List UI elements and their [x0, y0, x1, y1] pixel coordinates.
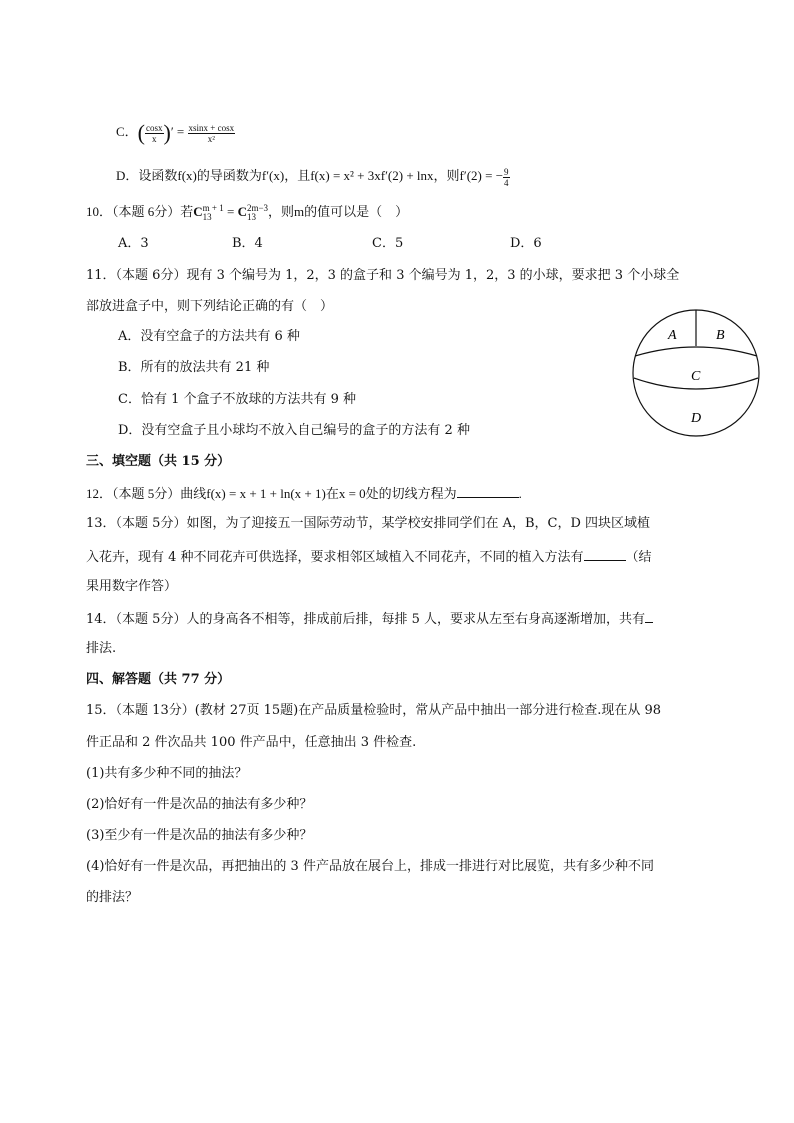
region-label-c: C	[691, 369, 701, 384]
fraction-9-over-4: $\frac{9}{4}$	[504, 166, 509, 188]
q11-stem-line1: 11．（本题 6分）现有 3 个编号为 1，2，3 的盒子和 3 个编号为 1，2，3 的小球，要求把 3 个小球全	[86, 268, 680, 283]
region-label-d: D	[691, 411, 702, 426]
q11-option-b: B．所有的放法共有 21 种	[118, 360, 270, 375]
q13-line2: 入花卉，现有 4 种不同花卉可供选择，要求相邻区域植入不同花卉，不同的植入方法有 （结	[86, 546, 652, 568]
q10-option-c: C．5	[372, 236, 404, 251]
region-label-b: B	[716, 328, 725, 343]
answer-blank[interactable]	[457, 483, 519, 498]
q15-sub3: (3)至少有一件是次品的抽法有多少种？	[86, 828, 313, 843]
q9-option-d: D．设函数f(x)的导函数为f′(x)，且f(x) = x² + 3xf′(2) + lnx，则f′(2) = − $\frac{9}{4}$	[116, 166, 509, 188]
q15-sub4-line1: (4)恰好有一件是次品，再把抽出的 3 件产品放在展台上，排成一排进行对比展览，共有多少种不同	[86, 859, 654, 874]
q9-option-c: C．( $\frac{\cos x}{x}$ )′ = $\frac{xsinx + \cos x}{\text{x²}}$	[116, 120, 235, 146]
q12-stem: 12．（本题 5分）曲线f(x) = x + 1 + ln(x + 1)在x = 0处的切线方程为 .	[86, 483, 522, 504]
q11-option-a: A．没有空盒子的方法共有 6 种	[118, 329, 300, 344]
q15-sub1: (1)共有多少种不同的抽法？	[86, 766, 248, 781]
q15-sub4-line2: 的排法？	[86, 890, 139, 905]
fraction-cosx-over-x: $\frac{\cos x}{x}$	[146, 122, 163, 144]
q11-option-c: C．恰有 1 个盒子不放球的方法共有 9 种	[118, 392, 357, 407]
option-letter: C．	[116, 124, 138, 139]
q10-option-d: D．6	[510, 236, 542, 251]
answer-blank[interactable]	[584, 546, 626, 561]
q10-stem: 10．（本题 6分）若C m + 1 13 = C 2m−3 13 ，则m的值可以是（ ）	[86, 203, 409, 223]
region-figure	[626, 308, 766, 438]
q13-line3: 果用数字作答）	[86, 579, 178, 594]
q15-line2: 件正品和 2 件次品共 100 件产品中，任意抽出 3 件检查.	[86, 735, 417, 750]
q14-line2: 排法.	[86, 641, 117, 656]
q10-option-a: A．3	[118, 236, 149, 251]
q14-line1: 14．（本题 5分）人的身高各不相等，排成前后排，每排 5 人，要求从左至右身高逐渐增加，共有	[86, 608, 653, 630]
q15-sub2: (2)恰好有一件是次品的抽法有多少种？	[86, 797, 313, 812]
region-label-a: A	[668, 328, 677, 343]
section-title-answer: 四、解答题（共 77 分）	[86, 672, 231, 687]
q13-line1: 13．（本题 5分）如图，为了迎接五一国际劳动节，某学校安排同学们在 A，B，C，D 四块区域植	[86, 516, 651, 531]
q10-option-b: B．4	[232, 236, 263, 251]
fraction-rhs: $\frac{xsinx + \cos x}{\text{x²}}$	[188, 122, 235, 144]
q11-stem-line2: 部放进盒子中，则下列结论正确的有（ ）	[86, 299, 334, 314]
answer-blank[interactable]	[645, 608, 653, 623]
q15-line1: 15．（本题 13分）(教材 27页 15题)在产品质量检验时，常从产品中抽出一部分进行检查.现在从 98	[86, 703, 662, 718]
q11-option-d: D．没有空盒子且小球均不放入自己编号的盒子的方法有 2 种	[118, 423, 470, 438]
section-title-fill-in: 三、填空题（共 15 分）	[86, 454, 231, 469]
figure-upper-arc	[635, 347, 757, 356]
